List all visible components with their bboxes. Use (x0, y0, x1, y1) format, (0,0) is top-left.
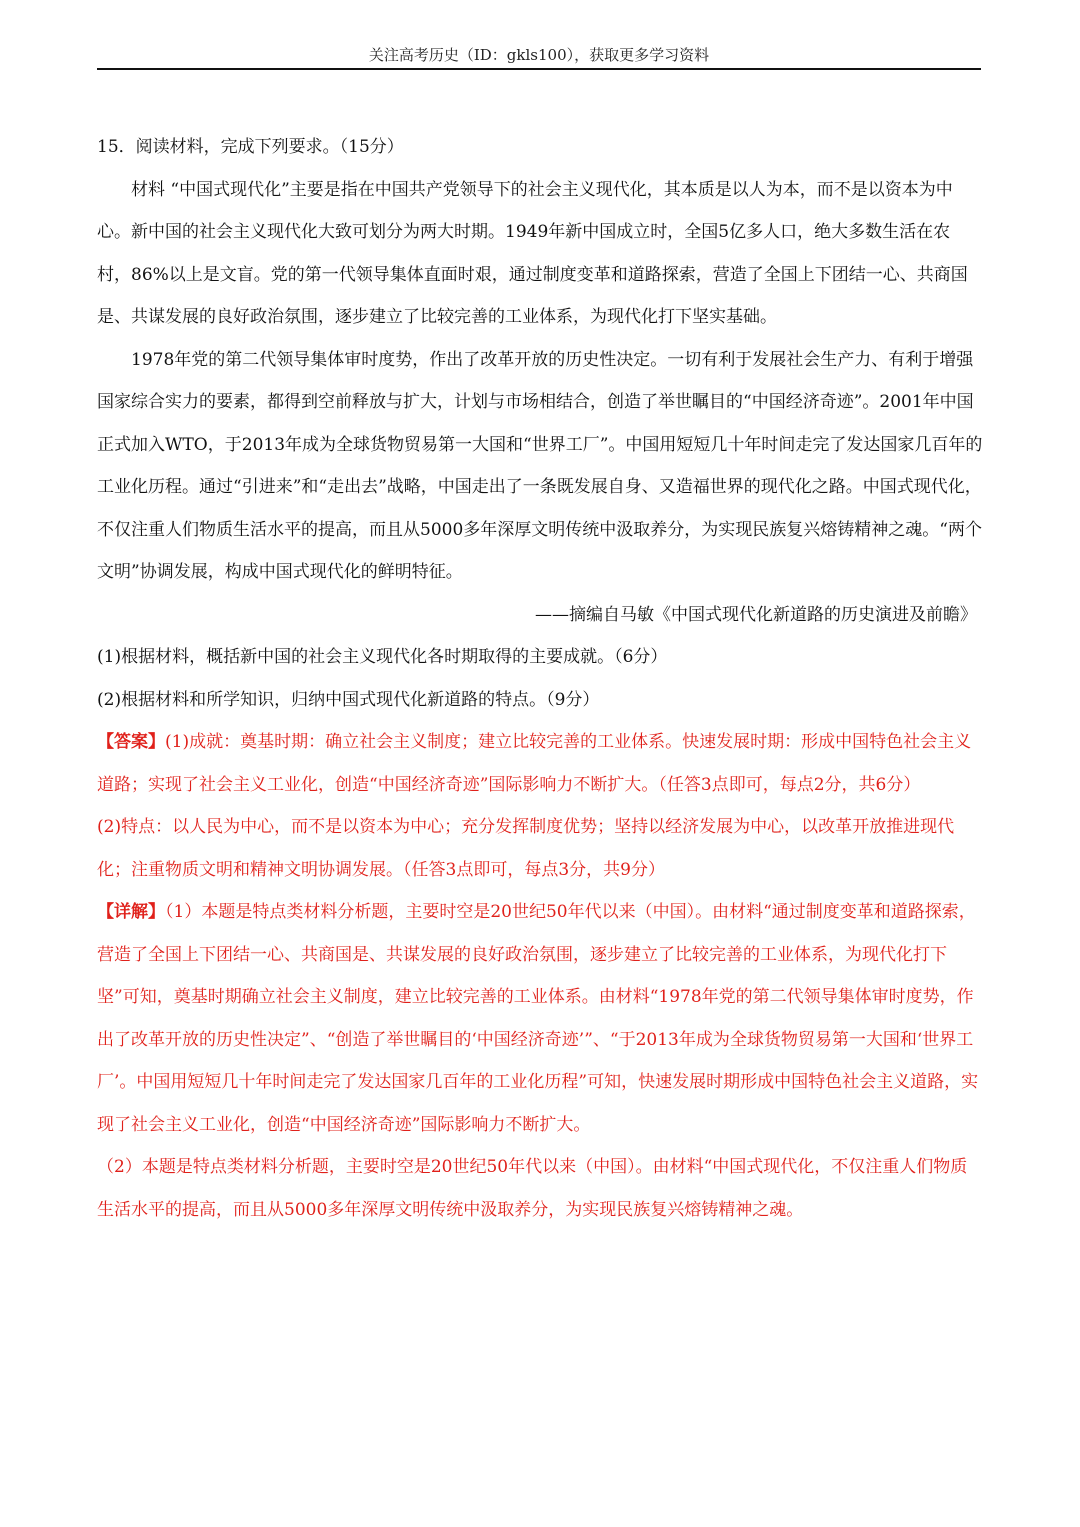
answer-tag: 【答案】 (97, 732, 165, 752)
question-content (97, 126, 983, 1231)
header-divider (97, 68, 981, 70)
sub-question-1: (1)根据材料，概括新中国的社会主义现代化各时期取得的主要成就。（6分） (97, 647, 668, 667)
answer-text-1: (1)成就：奠基时期：确立社会主义制度；建立比较完善的工业体系。快速发展时期：形成中国特色社会主义道路；实现了社会主义工业化，创造“中国经济奇迹”国际影响力不断扩大。（任答3点即可，每点2分，共6分） (97, 732, 972, 795)
material-source: ——摘编自马敏《中国式现代化新道路的历史演进及前瞻》 (535, 604, 977, 625)
explanation-text-1: （1）本题是特点类材料分析题，主要时空是20世纪50年代以来（中国）。由材料“通过制度变革和道路探索，营造了全国上下团结一心、共商国是、共谋发展的良好政治氛围，逐步建立了比较完善的工业体系，为现代化打下坚”可知，奠基时期确立社会主义制度，建立比较完善的工业体系。由材料“1978年党的第二代领导集体审时度势，作出了改革开放的历史性决定”、“创造了举世瞩目的‘中国经济奇迹’”、“于2013年成为全球货物贸易第一大国和‘世界工厂’。中国用短短几十年时间走完了发达国家几百年的工业化历程”可知，快速发展时期形成中国特色社会主义道路，实现了社会主义工业化，创造“中国经济奇迹”国际影响力不断扩大。 (97, 902, 979, 1135)
explanation-tag: 【详解】 (97, 902, 165, 922)
explanation-part-1 (97, 891, 983, 1146)
material-paragraph-1: 材料 “中国式现代化”主要是指在中国共产党领导下的社会主义现代化，其本质是以人为本，而不是以资本为中心。新中国的社会主义现代化大致可划分为两大时期。1949年新中国成立时，全国5亿多人口，绝大多数生活在农村，86%以上是文盲。党的第一代领导集体直面时艰，通过制度变革和道路探索，营造了全国上下团结一心、共商国是、共谋发展的良好政治氛围，逐步建立了比较完善的工业体系，为现代化打下坚实基础。 (97, 179, 968, 327)
answer-part-1 (97, 721, 983, 806)
answer-part-2: (2)特点：以人民为中心，而不是以资本为中心；充分发挥制度优势；坚持以经济发展为中心，以改革开放推进现代化；注重物质文明和精神文明协调发展。（任答3点即可，每点3分，共9分） (97, 817, 955, 880)
sub-question-2: (2)根据材料和所学知识，归纳中国式现代化新道路的特点。（9分） (97, 689, 600, 710)
explanation-part-2: （2）本题是特点类材料分析题，主要时空是20世纪50年代以来（中国）。由材料“中国式现代化，不仅注重人们物质生活水平的提高，而且从5000多年深厚文明传统中汲取养分，为实现民族复兴熔铸精神之魂。 (97, 1157, 968, 1220)
question-title: 15．阅读材料，完成下列要求。（15分） (97, 137, 404, 157)
material-paragraph-2: 1978年党的第二代领导集体审时度势，作出了改革开放的历史性决定。一切有利于发展社会生产力、有利于增强国家综合实力的要素，都得到空前释放与扩大，计划与市场相结合，创造了举世瞩目的“中国经济奇迹”。2001年中国正式加入WTO，于2013年成为全球货物贸易第一大国和“世界工厂”。中国用短短几十年时间走完了发达国家几百年的工业化历程。通过“引进来”和“走出去”战略，中国走出了一条既发展自身、又造福世界的现代化之路。中国式现代化，不仅注重人们物质生活水平的提高，而且从5000多年深厚文明传统中汲取养分，为实现民族复兴熔铸精神之魂。“两个文明”协调发展，构成中国式现代化的鲜明特征。 (97, 349, 983, 582)
page-header: 关注高考历史（ID：gkls100），获取更多学习资料 (368, 46, 710, 64)
